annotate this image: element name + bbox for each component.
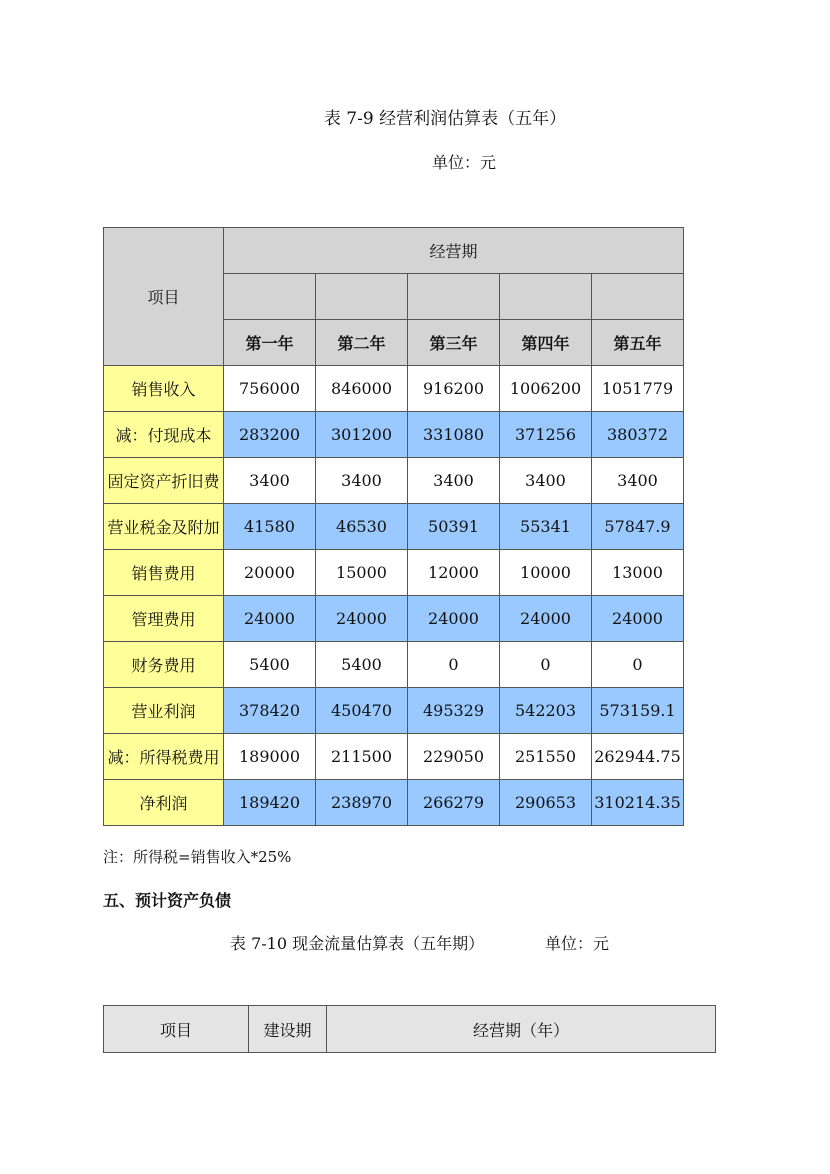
year-header: 第三年 [408, 320, 500, 366]
value-cell: 1051779 [592, 366, 684, 412]
cf-item-header: 项目 [104, 1006, 249, 1053]
year-header: 第一年 [224, 320, 316, 366]
cf-period-header: 经营期（年） [327, 1006, 716, 1053]
value-cell: 5400 [224, 642, 316, 688]
empty-header-cell [224, 274, 316, 320]
value-cell: 573159.1 [592, 688, 684, 734]
value-cell: 20000 [224, 550, 316, 596]
value-cell: 380372 [592, 412, 684, 458]
value-cell: 3400 [500, 458, 592, 504]
value-cell: 189420 [224, 780, 316, 826]
year-header: 第二年 [316, 320, 408, 366]
operating-profit-table [103, 227, 684, 826]
table-row [104, 642, 684, 688]
value-cell: 24000 [224, 596, 316, 642]
value-cell: 916200 [408, 366, 500, 412]
value-cell: 301200 [316, 412, 408, 458]
row-label: 财务费用 [104, 642, 224, 688]
value-cell: 0 [408, 642, 500, 688]
value-cell: 262944.75 [592, 734, 684, 780]
year-header: 第四年 [500, 320, 592, 366]
value-cell: 24000 [408, 596, 500, 642]
value-cell: 238970 [316, 780, 408, 826]
value-cell: 3400 [224, 458, 316, 504]
row-label: 减：付现成本 [104, 412, 224, 458]
value-cell: 310214.35 [592, 780, 684, 826]
value-cell: 24000 [592, 596, 684, 642]
table-row [104, 412, 684, 458]
table-row [104, 734, 684, 780]
value-cell: 283200 [224, 412, 316, 458]
table2-title: 表 7-10 现金流量估算表（五年期） [230, 934, 485, 953]
table-row [104, 366, 684, 412]
row-label: 销售收入 [104, 366, 224, 412]
value-cell: 3400 [316, 458, 408, 504]
table-row [104, 688, 684, 734]
table2-unit: 单位：元 [545, 934, 610, 953]
row-label: 营业利润 [104, 688, 224, 734]
tax-note: 注：所得税=销售收入*25% [103, 848, 292, 866]
value-cell: 0 [592, 642, 684, 688]
table1-unit: 单位：元 [432, 153, 497, 172]
value-cell: 3400 [408, 458, 500, 504]
value-cell: 5400 [316, 642, 408, 688]
value-cell: 50391 [408, 504, 500, 550]
table-row [104, 780, 684, 826]
row-label: 净利润 [104, 780, 224, 826]
empty-header-cell [408, 274, 500, 320]
row-label: 固定资产折旧费 [104, 458, 224, 504]
row-label: 减：所得税费用 [104, 734, 224, 780]
table-row [104, 458, 684, 504]
row-label: 营业税金及附加 [104, 504, 224, 550]
value-cell: 12000 [408, 550, 500, 596]
value-cell: 331080 [408, 412, 500, 458]
value-cell: 211500 [316, 734, 408, 780]
table1-title: 表 7-9 经营利润估算表（五年） [323, 109, 567, 129]
value-cell: 189000 [224, 734, 316, 780]
table-row [104, 596, 684, 642]
value-cell: 378420 [224, 688, 316, 734]
value-cell: 266279 [408, 780, 500, 826]
value-cell: 290653 [500, 780, 592, 826]
value-cell: 495329 [408, 688, 500, 734]
table-row [104, 550, 684, 596]
value-cell: 450470 [316, 688, 408, 734]
value-cell: 542203 [500, 688, 592, 734]
value-cell: 846000 [316, 366, 408, 412]
cf-construction-header: 建设期 [249, 1006, 327, 1053]
value-cell: 13000 [592, 550, 684, 596]
table-row [104, 504, 684, 550]
row-label: 销售费用 [104, 550, 224, 596]
value-cell: 46530 [316, 504, 408, 550]
period-header: 经营期 [224, 228, 684, 274]
section-heading: 五、预计资产负债 [103, 891, 232, 910]
year-header: 第五年 [592, 320, 684, 366]
value-cell: 57847.9 [592, 504, 684, 550]
cash-flow-table [103, 1005, 716, 1053]
value-cell: 24000 [316, 596, 408, 642]
value-cell: 251550 [500, 734, 592, 780]
value-cell: 55341 [500, 504, 592, 550]
item-header: 项目 [104, 228, 224, 366]
value-cell: 41580 [224, 504, 316, 550]
value-cell: 371256 [500, 412, 592, 458]
value-cell: 10000 [500, 550, 592, 596]
value-cell: 756000 [224, 366, 316, 412]
empty-header-cell [500, 274, 592, 320]
value-cell: 0 [500, 642, 592, 688]
empty-header-cell [316, 274, 408, 320]
value-cell: 15000 [316, 550, 408, 596]
value-cell: 1006200 [500, 366, 592, 412]
value-cell: 3400 [592, 458, 684, 504]
value-cell: 229050 [408, 734, 500, 780]
value-cell: 24000 [500, 596, 592, 642]
empty-header-cell [592, 274, 684, 320]
row-label: 管理费用 [104, 596, 224, 642]
